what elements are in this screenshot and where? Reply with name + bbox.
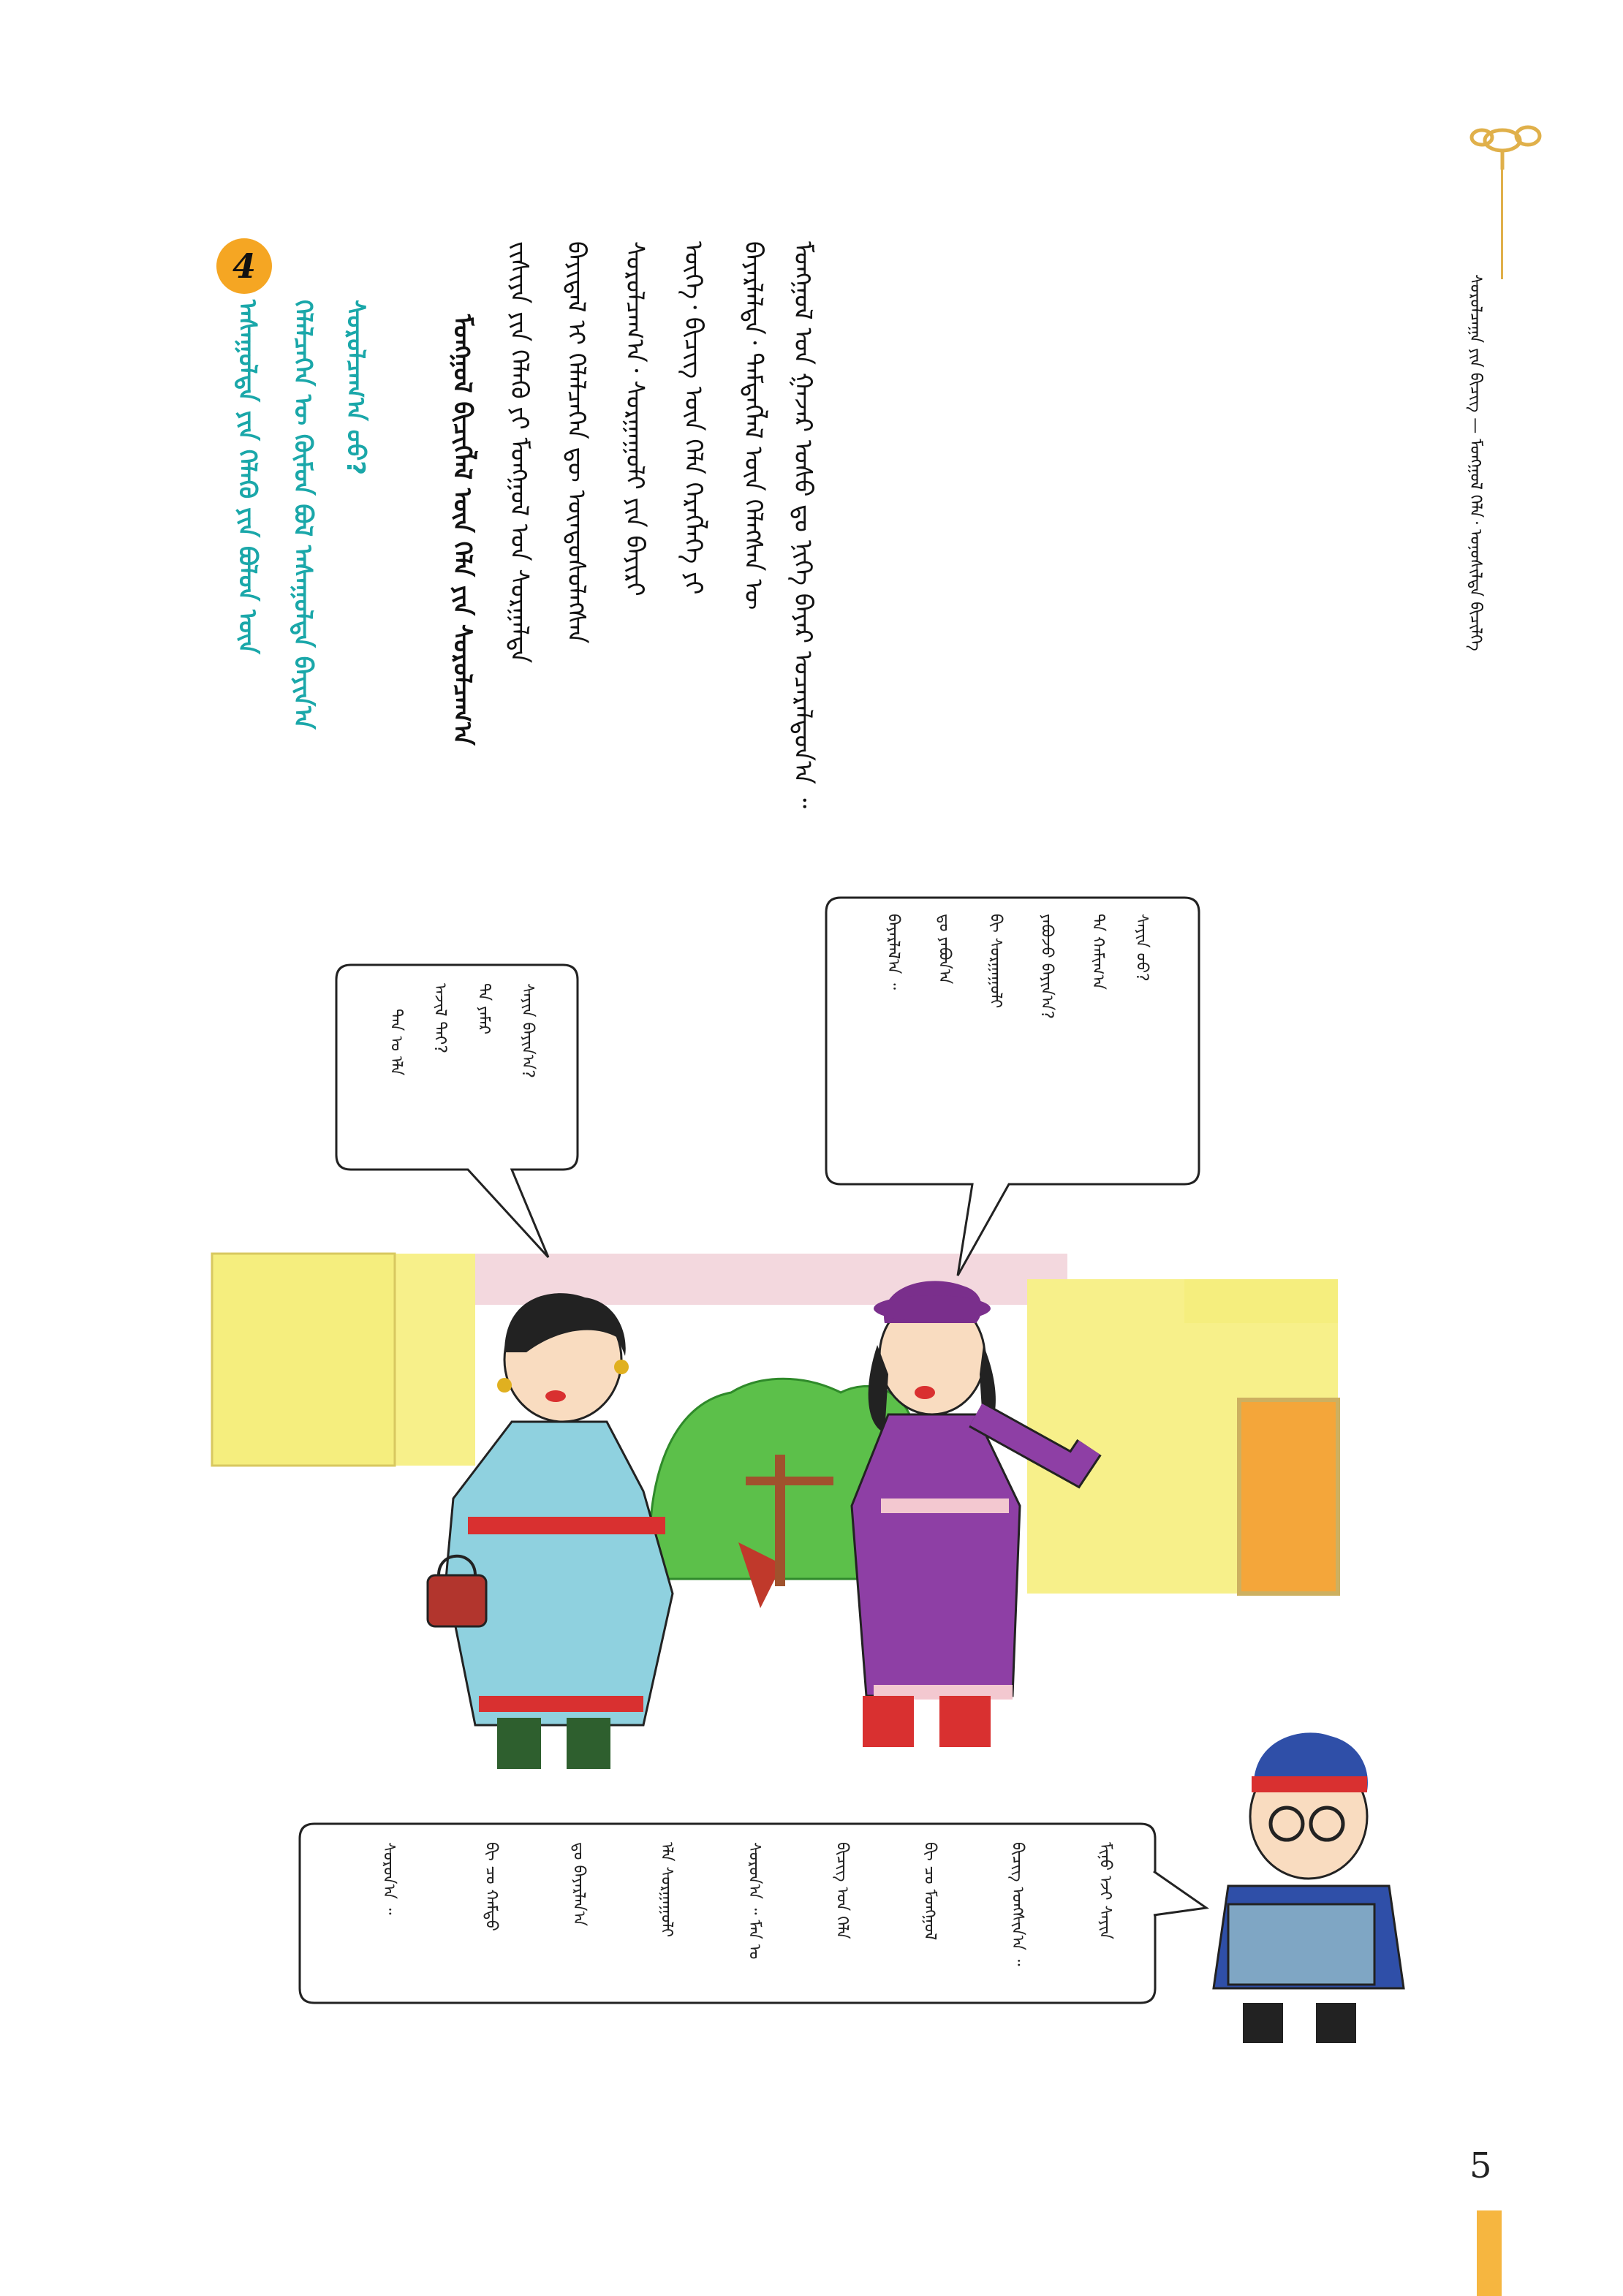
- bubble-boy-line-5: ᠰᠤᠷᠤᠨ᠎ᠠ ᠃ ᠮᠠᠨ ᠤ: [744, 1842, 763, 1960]
- bubble-blue-line-1: ᠰᠠᠶᠢᠨ ᠪᠠᠶᠢᠨ᠎ᠠ?: [518, 983, 537, 1078]
- bubble-boy-line-4: ᠪᠢᠴᠢᠭ᠌ ᠤᠨ ᠬᠡᠯᠡ: [832, 1842, 851, 1939]
- bubble-boy-line-9: ᠰᠤᠷᠤᠨ᠎ᠠ ᠃: [379, 1842, 398, 1915]
- bubble-boy-line-7: ᠳᠤ ᠪᠠᠶᠠᠷᠯᠠᠨ᠎ᠠ: [569, 1842, 588, 1926]
- exercise-number-badge: 4: [216, 238, 272, 294]
- body-bold-line: ᠮᠣᠩᠭᠣᠯ ᠪᠢᠴᠢᠭᠯᠡᠯ ᠦᠨ ᠬᠡᠯᠡ ᠶᠢᠨ ᠰᠤᠷᠤᠯᠴᠠᠭ᠎ᠠ: [447, 314, 477, 746]
- bubble-purple-line-5: ᠳᠤ ᠶᠠᠪᠤᠨ᠎ᠠ: [934, 914, 953, 985]
- bubble-boy-line-2: ᠪᠢᠴᠢᠭ᠌ ᠤᠩᠰᠢᠨ᠎ᠠ ᠃: [1007, 1842, 1026, 1966]
- bubble-boy-line-6: ᠡᠯᠡ ᠰᠤᠷᠭᠠᠭᠤᠯᠢ: [657, 1842, 676, 1938]
- bubble-blue-line-3: ᠠᠵᠢᠯ ᠲᠠᠢ?: [430, 983, 449, 1054]
- exercise-line-1: ᠠᠰᠠᠭᠤᠯᠲᠠ ᠶᠢᠨ ᠬᠡᠯᠡᠬᠦ ᠶᠢᠨ ᠪᠣᠯᠤᠨ ᠦᠨ: [232, 300, 262, 654]
- body-line-2: ᠪᠠᠶᠠᠷᠯᠠᠯᠲᠠ᠂ ᠲᠡᠮᠳᠡᠭᠯᠡᠯ ᠦᠨ ᠬᠡᠯᠡᠭᠰᠡᠨ ᠦ: [738, 241, 768, 610]
- bubble-purple-line-2: ᠲᠠ ᠬᠠᠮᠢᠭ᠎ᠠ: [1088, 914, 1107, 990]
- body-line-5: ᠪᠠᠶᠢᠳᠠᠯ ᠢ ᠬᠡᠯᠡᠯᠴᠡᠭᠡᠨ ᠳᠦ ᠦᠨᠳᠦᠰᠦᠯᠡᠭᠰᠡᠨ: [561, 241, 591, 644]
- bubble-boy-line-1: ᠮᠢᠨᠦ ᠡᠵᠢ ᠰᠠᠶᠢᠨ: [1095, 1842, 1114, 1939]
- exercise-line-3: ᠰᠤᠷᠤᠯᠴᠠᠭ᠎ᠠ ᠤᠤ?: [341, 300, 371, 475]
- body-line-3: ᠦᠭᠡ᠂ ᠪᠢᠴᠢᠭ᠌ ᠦᠨ ᠬᠡᠯᠡ ᠬᠡᠷᠡᠭᠯᠡᠭᠡ ᠶᠢ: [678, 241, 708, 595]
- bubble-boy-line-3: ᠪᠢ ᠴᠤ ᠮᠣᠩᠭᠣᠯ: [920, 1842, 939, 1941]
- bubble-purple-line-4: ᠪᠢ ᠰᠤᠷᠭᠠᠭᠤᠯᠢ: [985, 914, 1005, 1009]
- page-edge-tab: [1477, 2210, 1502, 2296]
- body-line-6: ᠵᠢᠱᠢᠶᠡ ᠶᠢᠨ ᠬᠡᠯᠡᠬᠦ ᠶᠢ ᠮᠣᠩᠭᠣᠯ ᠤᠨ ᠰᠤᠷᠭᠠᠯᠲᠠ: [504, 241, 534, 664]
- page-number: 5: [1469, 2145, 1492, 2186]
- body-line-1: ᠮᠣᠩᠭᠣᠯ ᠤᠨ ᠭᠠᠵᠠᠷ ᠤᠰᠤ ᠳᠤ ᠨᠢᠭᠡ ᠪᠠᠶᠠᠷ ᠤᠴᠠᠷᠠᠯᠳᠤᠨ᠎ᠠ ᠃: [788, 241, 818, 808]
- bubble-blue-line-2: ᠲᠠ ᠶᠠᠮᠠᠷ: [474, 983, 493, 1035]
- bubble-purple-line-3: ᠶᠠᠪᠤᠵᠤ ᠪᠠᠶᠢᠨ᠎ᠠ?: [1037, 914, 1056, 1020]
- bubble-blue-line-4: ᠲᠠᠨ ᠤ ᠡᠯᠡ: [386, 1009, 405, 1076]
- running-title: ᠰᠤᠷᠤᠯᠴᠠᠭᠠ ᠶᠢᠨ ᠪᠢᠴᠢᠭ — ᠮᠣᠩᠭᠣᠯ ᠬᠡᠯᠡ᠂ ᠤᠨᠤᠰᠢᠯᠲᠠ ᠪᠢᠴᠢᠯᠭᠡ: [1466, 274, 1485, 651]
- exercise-line-2: ᠬᠡᠯᠡᠯᠴᠡᠭᠡᠨ ᠦ ᠬᠦᠮᠦᠨ ᠪᠣᠯ ᠠᠰᠠᠭᠤᠯᠲᠠ ᠪᠠᠶᠢᠨ᠎ᠠ: [288, 300, 318, 730]
- bubble-purple-line-1: ᠰᠠᠶᠢᠨ ᠤᠤ?: [1132, 914, 1151, 982]
- bubble-boy-line-8: ᠪᠢ ᠴᠤ ᠬᠠᠮᠲᠤ: [481, 1842, 500, 1931]
- body-line-4: ᠰᠤᠷᠤᠯᠴᠠᠭ᠎ᠠ᠂ ᠰᠤᠷᠭᠠᠭᠤᠯᠢ ᠶᠢᠨ ᠪᠠᠶᠢᠷᠢ: [620, 241, 650, 596]
- bubble-purple-line-6: ᠪᠠᠶᠠᠷᠯᠠᠯ᠎ᠠ ᠃: [883, 914, 902, 990]
- boy-reading: [1214, 1732, 1404, 2043]
